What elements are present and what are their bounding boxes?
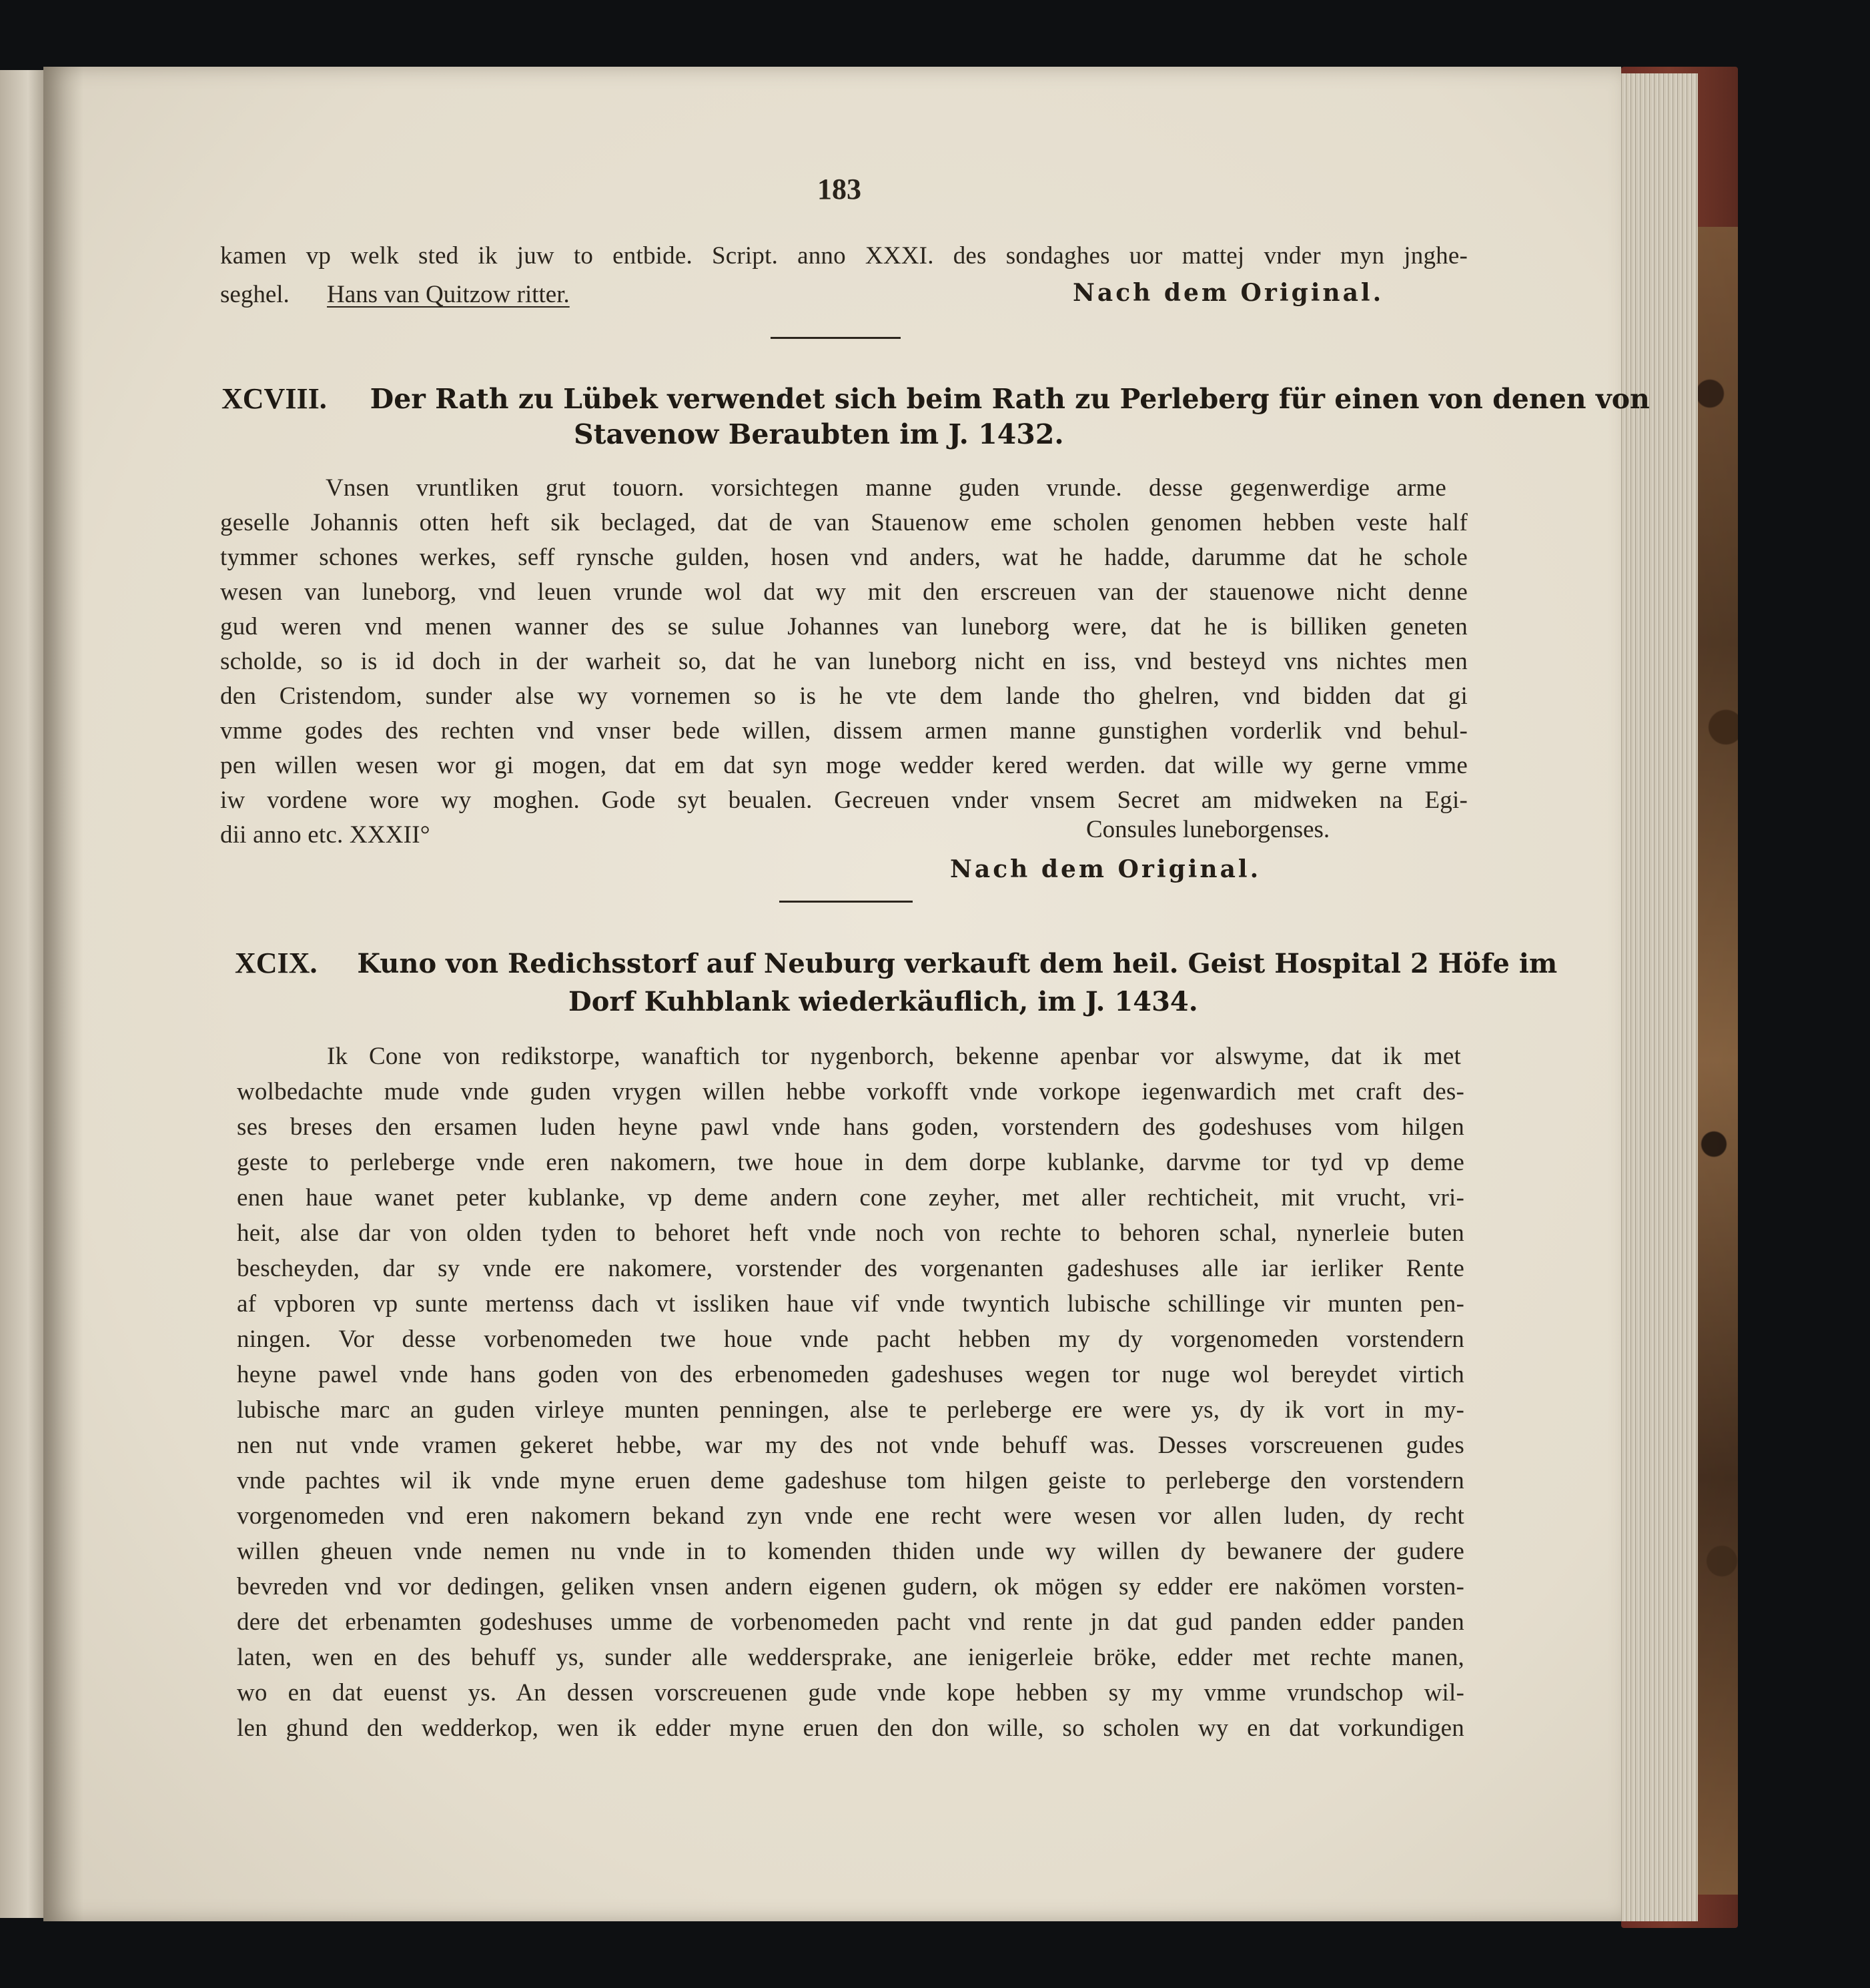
- left-page-edge: [0, 70, 47, 1918]
- page-number: 183: [817, 173, 861, 205]
- section-title-line2: Dorf Kuhblank wiederkäuflich, im J. 1434.: [568, 986, 1198, 1017]
- text-line: heit, alse dar von olden tyden to behoret heft vnde noch von rechte to behoren schal, nynerleie buten: [237, 1219, 1464, 1247]
- section-heading-line1: [235, 946, 1557, 980]
- text-line: iw vordene wore wy moghen. Gode syt beualen. Gecreuen vnder vnsem Secret am midweken na Egi-: [220, 787, 1468, 814]
- text-line: laten, wen en des behuff ys, sunder alle weddersprake, ane ienigerleie bröke, edder met rechte manen,: [237, 1644, 1464, 1671]
- gutter-shadow: [43, 67, 83, 1921]
- section-title-line2: Stavenow Beraubten im J. 1432.: [574, 418, 1064, 450]
- text-line: tymmer schones werkes, seff rynsche gulden, hosen vnd anders, wat he hadde, darumme dat he schole: [220, 544, 1468, 571]
- section-number: XCVIII.: [221, 382, 327, 415]
- text-line: bevreden vnd vor dedingen, geliken vnsen andern eigenen gudern, ok mögen sy edder ere nakömen vorsten-: [237, 1573, 1464, 1600]
- text-line: enen haue wanet peter kublanke, vp deme andern cone zeyher, met aller rechticheit, mit vrucht, vri-: [237, 1184, 1464, 1211]
- text-line: bescheyden, dar sy vnde ere nakomere, vorstender des vorgenanten gadeshuses alle iar ierliker Rente: [237, 1255, 1464, 1282]
- text-line: dii anno etc. XXXII°: [220, 821, 430, 849]
- source-note: Nach dem Original.: [1073, 279, 1384, 307]
- section-number: XCIX.: [235, 947, 318, 979]
- text-line: wo en dat euenst ys. An dessen vorscreuenen gude vnde kope hebben sy my vmme vrundschop wil-: [237, 1679, 1464, 1706]
- source-note: Nach dem Original.: [950, 855, 1262, 883]
- section-heading-line1: [221, 382, 1650, 416]
- text-line: lubische marc an guden virleye munten penningen, alse te perleberge ere were ys, dy ik vort in my-: [237, 1396, 1464, 1424]
- text-line: den Cristendom, sunder alse wy vornemen so is he vte dem lande tho ghelren, vnd bidden dat gi: [220, 682, 1468, 710]
- text-line: geselle Johannis otten heft sik beclaged, dat de van Stauenow eme scholen genomen hebben veste half: [220, 509, 1468, 536]
- page-stack-edge: [1614, 73, 1698, 1921]
- signatory: Consules luneborgenses.: [1086, 816, 1330, 843]
- text-line: scholde, so is id doch in der warheit so, dat he van luneborg nicht en iss, vnd besteyd vns nichtes men: [220, 648, 1468, 675]
- text-line: gud weren vnd menen wanner des se sulue Johannes van luneborg were, dat he is billiken geneten: [220, 613, 1468, 640]
- text-line: vorgenomeden vnd eren nakomern bekand zyn vnde ene recht were wesen vor allen luden, dy recht: [237, 1502, 1464, 1530]
- text-line: vnde pachtes wil ik vnde myne eruen deme gadeshuse tom hilgen geiste to perleberge den vorstendern: [237, 1467, 1464, 1494]
- text-line: willen gheuen vnde nemen nu vnde in to komenden thiden unde wy willen dy bewanere der gudere: [237, 1538, 1464, 1565]
- text-line: Ik Cone von redikstorpe, wanaftich tor nygenborch, bekenne apenbar vor alswyme, dat ik met: [327, 1043, 1461, 1070]
- text-line: af vpboren vp sunte mertenss dach vt issliken haue vif vnde twyntich lubische schillinge vir munten pen-: [237, 1290, 1464, 1318]
- marbled-edge: [1698, 227, 1738, 1895]
- text-line: geste to perleberge vnde eren nakomern, twe houe in dem dorpe kublanke, darvme tor tyd vp deme: [237, 1149, 1464, 1176]
- text-line: heyne pawel vnde hans goden von des erbenomeden gadeshuses wegen tor nuge wol bereydet virtich: [237, 1361, 1464, 1388]
- signatory: Hans van Quitzow ritter.: [327, 281, 570, 308]
- text-line-start: seghel.: [220, 281, 290, 308]
- text-line: kamen vp welk sted ik juw to entbide. Script. anno XXXI. des sondaghes uor mattej vnder myn jnghe-: [220, 242, 1468, 270]
- section-divider: [771, 337, 901, 339]
- text-line: wolbedachte mude vnde guden vrygen willen hebbe vorkofft vnde vorkope iegenwardich met craft des-: [237, 1078, 1464, 1105]
- section-title: Kuno von Redichsstorf auf Neuburg verkauft dem heil. Geist Hospital 2 Höfe im: [357, 948, 1558, 979]
- text-line: ningen. Vor desse vorbenomeden twe houe vnde pacht hebben my dy vorgenomeden vorstendern: [237, 1326, 1464, 1353]
- text-line: vmme godes des rechten vnd vnser bede willen, dissem armen manne gunstighen vorderlik vnd behul-: [220, 717, 1468, 744]
- text-line: nen nut vnde vramen gekeret hebbe, war my des not vnde behuff was. Desses vorscreuenen gudes: [237, 1432, 1464, 1459]
- text-line: wesen van luneborg, vnd leuen vrunde wol dat wy mit den erscreuen van der stauenowe nicht denne: [220, 578, 1468, 606]
- text-line: Vnsen vruntliken grut touorn. vorsichtegen manne guden vrunde. desse gegenwerdige arme: [326, 474, 1446, 502]
- section-divider: [779, 901, 913, 903]
- text-line: pen willen wesen wor gi mogen, dat em dat syn moge wedder kered werden. dat wille wy gerne vmme: [220, 752, 1468, 779]
- text-line: len ghund den wedderkop, wen ik edder myne eruen den don wille, so scholen wy en dat vorkundigen: [237, 1714, 1464, 1742]
- text-line: dere det erbenamten godeshuses umme de vorbenomeden pacht vnd rente jn dat gud panden edder panden: [237, 1608, 1464, 1636]
- text-line: ses breses den ersamen luden heyne pawl vnde hans goden, vorstendern des godeshuses vom hilgen: [237, 1113, 1464, 1141]
- section-title: Der Rath zu Lübek verwendet sich beim Rath zu Perleberg für einen von denen von: [370, 383, 1650, 415]
